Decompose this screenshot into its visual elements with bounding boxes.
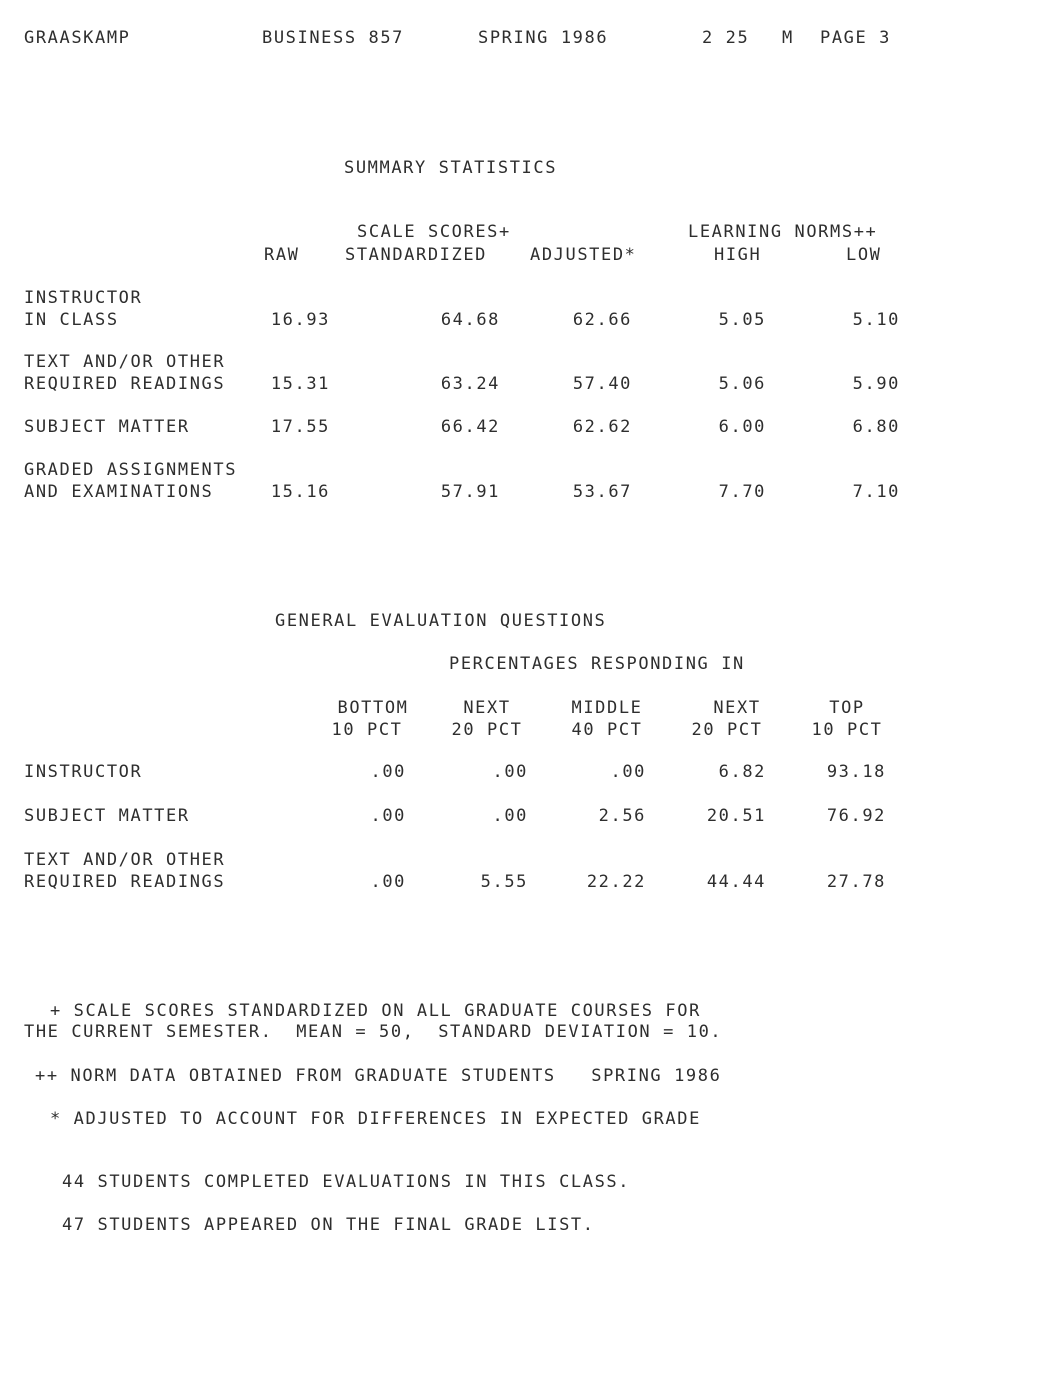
general-col-top: MIDDLE [571, 698, 643, 718]
general-col-top: NEXT [713, 698, 761, 718]
general-cell: .00 [492, 806, 528, 826]
general-cell: 22.22 [586, 872, 646, 892]
summary-cell-high: 5.06 [718, 374, 766, 394]
general-cell: 27.78 [826, 872, 886, 892]
summary-cell-standardized: 66.42 [440, 417, 500, 437]
general-row-label: REQUIRED READINGS [24, 872, 226, 892]
general-cell: .00 [370, 762, 406, 782]
general-cell: .00 [370, 806, 406, 826]
general-row-label: SUBJECT MATTER [24, 806, 190, 826]
summary-cell-standardized: 64.68 [440, 310, 500, 330]
summary-cell-low: 5.90 [852, 374, 900, 394]
summary-title: SUMMARY STATISTICS [344, 158, 558, 178]
note-students-appeared: 47 STUDENTS APPEARED ON THE FINAL GRADE LIST. [62, 1215, 595, 1235]
header-term: SPRING 1986 [478, 28, 609, 48]
summary-row-label: AND EXAMINATIONS [24, 482, 214, 502]
general-row-label: TEXT AND/OR OTHER [24, 850, 226, 870]
summary-cell-high: 6.00 [718, 417, 766, 437]
note-scale-line2: THE CURRENT SEMESTER. MEAN = 50, STANDARD DEVIATION = 10. [24, 1022, 723, 1042]
summary-row-label: GRADED ASSIGNMENTS [24, 460, 238, 480]
note-norms: ++ NORM DATA OBTAINED FROM GRADUATE STUDENTS SPRING 1986 [35, 1066, 722, 1086]
summary-col-standardized: STANDARDIZED [345, 245, 488, 265]
general-cell: 2.56 [598, 806, 646, 826]
general-col-bottom: 10 PCT [811, 720, 883, 740]
summary-cell-high: 5.05 [718, 310, 766, 330]
summary-cell-raw: 16.93 [270, 310, 330, 330]
summary-cell-high: 7.70 [718, 482, 766, 502]
note-adjusted: * ADJUSTED TO ACCOUNT FOR DIFFERENCES IN EXPECTED GRADE [50, 1109, 701, 1129]
summary-cell-low: 7.10 [852, 482, 900, 502]
header-course: BUSINESS 857 [262, 28, 405, 48]
summary-col-high: HIGH [714, 245, 762, 265]
summary-cell-raw: 15.16 [270, 482, 330, 502]
general-cell: .00 [492, 762, 528, 782]
summary-cell-standardized: 57.91 [440, 482, 500, 502]
general-cell: 76.92 [826, 806, 886, 826]
summary-cell-raw: 17.55 [270, 417, 330, 437]
summary-cell-adjusted: 62.62 [572, 417, 632, 437]
summary-col-low: LOW [846, 245, 882, 265]
general-title: GENERAL EVALUATION QUESTIONS [275, 611, 607, 631]
summary-row-label: SUBJECT MATTER [24, 417, 190, 437]
general-cell: .00 [610, 762, 646, 782]
general-cell: 44.44 [706, 872, 766, 892]
summary-col-raw: RAW [264, 245, 300, 265]
general-row-label: INSTRUCTOR [24, 762, 143, 782]
general-col-bottom: 10 PCT [331, 720, 403, 740]
general-col-bottom: 20 PCT [451, 720, 523, 740]
summary-row-label: REQUIRED READINGS [24, 374, 226, 394]
header-page: PAGE 3 [820, 28, 892, 48]
summary-group-scale: SCALE SCORES+ [357, 222, 511, 242]
header-code: 2 25 [702, 28, 750, 48]
summary-cell-adjusted: 57.40 [572, 374, 632, 394]
summary-row-label: INSTRUCTOR [24, 288, 143, 308]
summary-cell-adjusted: 62.66 [572, 310, 632, 330]
general-col-top: NEXT [463, 698, 511, 718]
header-section: M [782, 28, 794, 48]
note-scale-line1: + SCALE SCORES STANDARDIZED ON ALL GRADUATE COURSES FOR [50, 1001, 701, 1021]
summary-cell-raw: 15.31 [270, 374, 330, 394]
general-col-top: TOP [829, 698, 865, 718]
summary-cell-low: 6.80 [852, 417, 900, 437]
general-cell: 20.51 [706, 806, 766, 826]
general-cell: 5.55 [480, 872, 528, 892]
summary-cell-low: 5.10 [852, 310, 900, 330]
general-cell: 93.18 [826, 762, 886, 782]
note-students-completed: 44 STUDENTS COMPLETED EVALUATIONS IN THIS CLASS. [62, 1172, 631, 1192]
summary-row-label: TEXT AND/OR OTHER [24, 352, 226, 372]
header-name: GRAASKAMP [24, 28, 131, 48]
general-cell: 6.82 [718, 762, 766, 782]
general-cell: .00 [370, 872, 406, 892]
general-col-bottom: 20 PCT [691, 720, 763, 740]
general-subtitle: PERCENTAGES RESPONDING IN [449, 654, 745, 674]
summary-cell-adjusted: 53.67 [572, 482, 632, 502]
general-col-bottom: 40 PCT [571, 720, 643, 740]
summary-row-label: IN CLASS [24, 310, 119, 330]
summary-col-adjusted: ADJUSTED* [530, 245, 637, 265]
general-col-top: BOTTOM [337, 698, 409, 718]
summary-group-norms: LEARNING NORMS++ [688, 222, 878, 242]
summary-cell-standardized: 63.24 [440, 374, 500, 394]
